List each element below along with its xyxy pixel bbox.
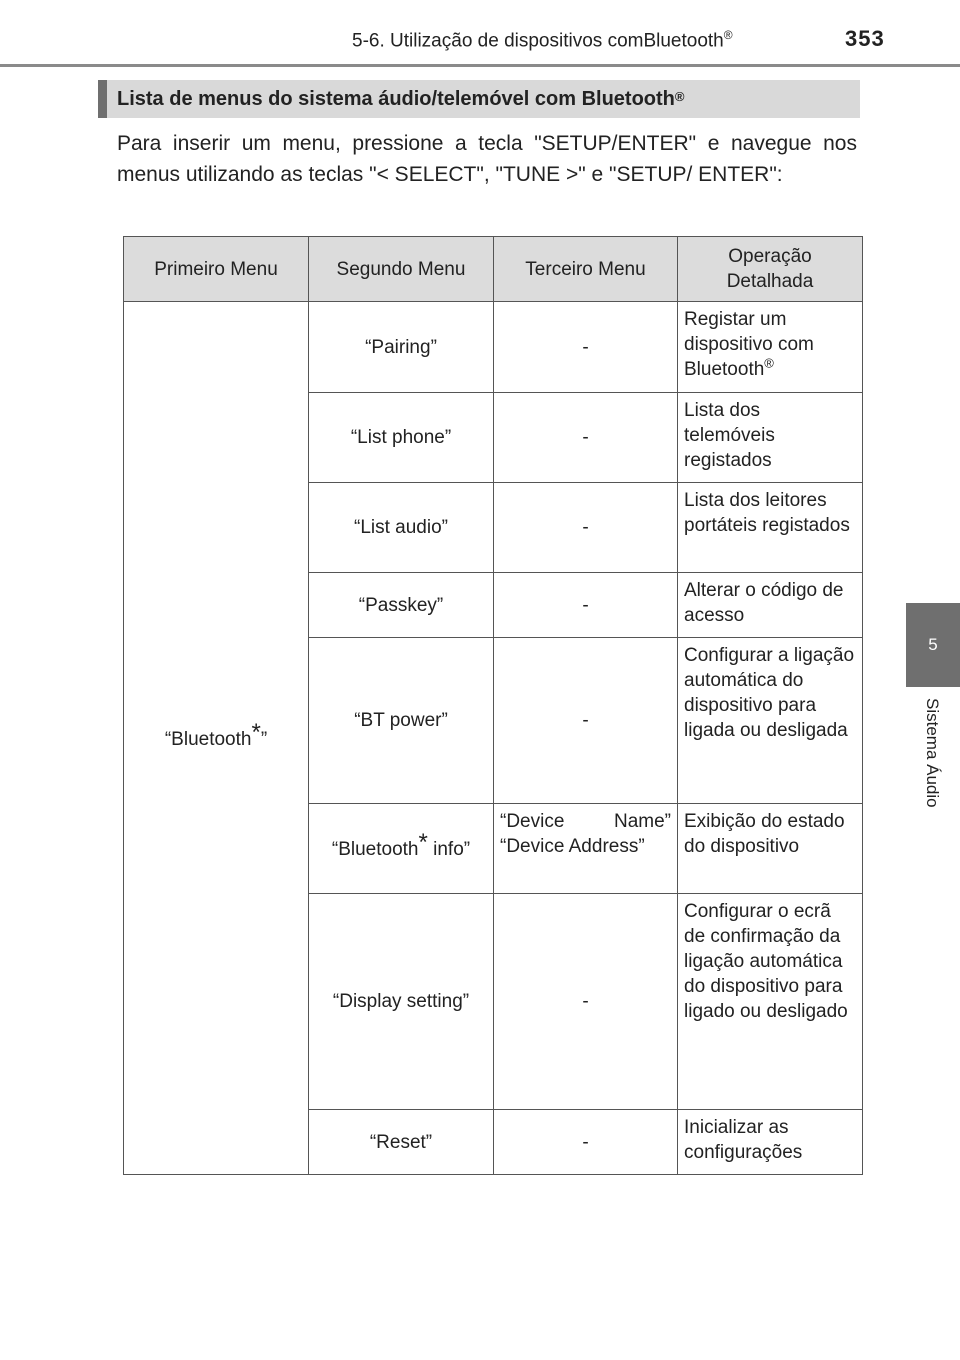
header-divider xyxy=(0,64,960,67)
operation-cell: Lista dos telemóveis registados xyxy=(678,393,863,483)
second-menu-cell: “Bluetooth* info” xyxy=(309,804,494,894)
third-menu-cell: - xyxy=(494,894,678,1110)
third-menu-cell: - xyxy=(494,393,678,483)
table-header-row xyxy=(124,237,863,302)
second-menu-cell: “BT power” xyxy=(309,638,494,804)
registered-mark: ® xyxy=(723,28,733,42)
third-menu-cell xyxy=(494,804,678,894)
footnote-asterisk: * xyxy=(418,829,428,856)
header-first-menu: Primeiro Menu xyxy=(124,237,309,302)
operation-cell: Inicializar as configurações xyxy=(678,1110,863,1175)
second-menu-cell: “List phone” xyxy=(309,393,494,483)
operation-cell: Exibição do estado do dispositivo xyxy=(678,804,863,894)
registered-mark: ® xyxy=(674,88,685,104)
operation-cell: Alterar o código de acesso xyxy=(678,573,863,638)
registered-mark: ® xyxy=(764,355,774,371)
third-menu-cell: - xyxy=(494,1110,678,1175)
section-heading-text: Lista de menus do sistema áudio/telemóvel com Bluetooth xyxy=(117,87,675,110)
header-second-menu: Segundo Menu xyxy=(309,237,494,302)
second-menu-cell: “Passkey” xyxy=(309,573,494,638)
footnote-asterisk: * xyxy=(251,718,261,746)
menu-table xyxy=(123,236,863,1175)
second-menu-cell: “Reset” xyxy=(309,1110,494,1175)
third-menu-cell: - xyxy=(494,483,678,573)
operation-cell: Lista dos leitores portáteis registados xyxy=(678,483,863,573)
page-header-title xyxy=(352,28,733,52)
device-name-line: “Device Name” xyxy=(500,811,671,832)
operation-cell: Configurar o ecrã de confirmação da ligação automática do dispositivo para ligado ou desligado xyxy=(678,894,863,1110)
second-menu-cell: “Pairing” xyxy=(309,302,494,393)
second-menu-cell: “List audio” xyxy=(309,483,494,573)
device-address-line: “Device Address” xyxy=(500,836,645,857)
chapter-tab-label: Sistema Áudio xyxy=(923,698,942,808)
chapter-tab: 5 xyxy=(906,603,960,687)
third-menu-cell: - xyxy=(494,573,678,638)
operation-cell: Configurar a ligação automática do dispositivo para ligada ou desligada xyxy=(678,638,863,804)
section-heading xyxy=(98,80,860,118)
intro-paragraph: Para inserir um menu, pressione a tecla "SETUP/ENTER" e navegue nos menus utilizando as teclas "< SELECT", "TUNE >" e "SETUP/ ENTER": xyxy=(117,132,857,186)
table-row xyxy=(124,302,863,393)
page-number: 353 xyxy=(845,26,885,51)
first-menu-cell: “Bluetooth*” xyxy=(124,302,309,1175)
header-title-text: 5-6. Utilização de dispositivos comBluetooth xyxy=(352,30,724,52)
third-menu-cell: - xyxy=(494,638,678,804)
second-menu-cell: “Display setting” xyxy=(309,894,494,1110)
operation-cell: Registar um dispositivo com Bluetooth® xyxy=(678,302,863,393)
header-operation: Operação Detalhada xyxy=(678,237,863,302)
header-third-menu: Terceiro Menu xyxy=(494,237,678,302)
third-menu-cell: - xyxy=(494,302,678,393)
